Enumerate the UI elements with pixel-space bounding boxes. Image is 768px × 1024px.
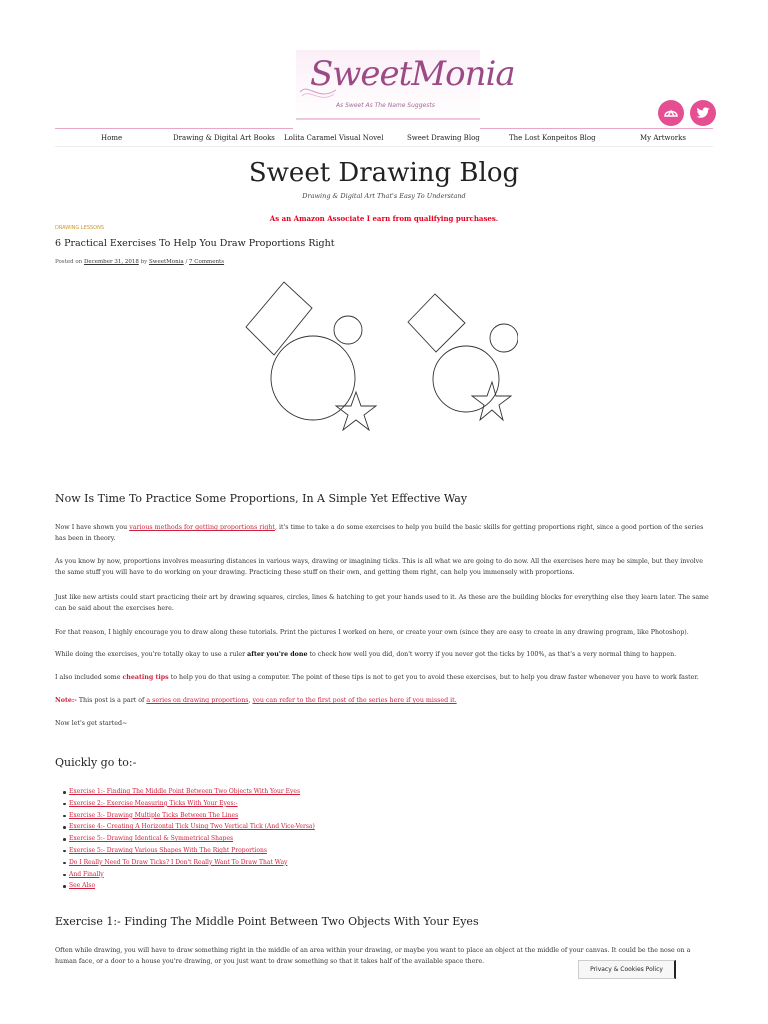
paragraph-intro <box>55 522 713 544</box>
toc-item <box>63 786 315 798</box>
left-small-circle <box>334 316 362 344</box>
left-square <box>246 282 312 355</box>
note-label: Note:- <box>55 697 77 704</box>
amazon-notice: As an Amazon Associate I earn from qualifying purchases. <box>269 214 499 223</box>
p5-text-a: While doing the exercises, you're totally okay to use a ruler <box>55 651 248 658</box>
left-big-circle <box>271 336 355 420</box>
toc-item <box>63 810 315 822</box>
logo-title: SweetMonia <box>310 54 515 94</box>
site-logo[interactable] <box>296 50 515 126</box>
toc-item <box>63 821 315 833</box>
paragraph-get-started: Now let's get started~ <box>55 720 128 727</box>
toc-item <box>63 869 315 881</box>
twitter-icon[interactable] <box>690 100 716 126</box>
right-big-circle <box>433 346 499 412</box>
post-meta <box>55 259 224 265</box>
p5-bold: after you're done <box>247 651 308 658</box>
nav-item-sweet-drawing-blog[interactable]: Sweet Drawing Blog <box>407 134 480 142</box>
deviantart-icon[interactable] <box>658 100 684 126</box>
paragraph-new-artists: Just like new artists could start practicing their art by drawing squares, circles, lines & hatching to get your hands used to it. As these are the building blocks for everything else they learn later. The same can be said about the exercises here. <box>55 594 709 612</box>
toc-item <box>63 833 315 845</box>
post-author-link[interactable]: SweetMonia <box>148 259 184 265</box>
right-small-circle <box>490 324 518 352</box>
meta-posted-on: Posted on <box>55 259 83 265</box>
toc-link-draw-ticks[interactable]: Do I Really Need To Draw Ticks? I Don't Really Want To Draw That Way <box>69 858 288 866</box>
toc-link-exercise-1[interactable]: Exercise 1:- Finding The Middle Point Between Two Objects With Your Eyes <box>69 788 301 795</box>
site-tagline: Drawing & Digital Art That's Easy To Understand <box>302 192 466 200</box>
post-title: 6 Practical Exercises To Help You Draw Proportions Right <box>55 238 335 249</box>
header-divider-right <box>480 128 713 129</box>
right-square <box>408 294 465 352</box>
series-link[interactable]: a series on drawing proportions <box>146 697 249 704</box>
meta-by: by <box>140 259 148 265</box>
paragraph-proportions: As you know by now, proportions involves measuring distances in various ways, drawing or imagining ticks. This is all what we are going to do now. All the exercises here may be simple, but they involve the same stuff you will have to do working on your drawing. Practicing these stuff on their own, and getting them right, can help you immensely with proportions. <box>55 558 703 576</box>
paragraph-note <box>55 695 713 706</box>
toc-link-exercise-4[interactable]: Exercise 4:- Creating A Horizontal Tick Using Two Vertical Tick (And Vice-Versa) <box>69 823 315 831</box>
toc-link-and-finally[interactable]: And Finally <box>69 870 104 878</box>
post-date-link[interactable]: December 31, 2018 <box>83 259 139 265</box>
first-post-link[interactable]: you can refer to the first post of the series here if you missed it. <box>252 697 457 704</box>
proportions-illustration <box>238 280 518 440</box>
nav-item-home[interactable]: Home <box>101 134 123 142</box>
social-links <box>658 100 716 126</box>
toc-item <box>63 798 315 810</box>
toc-link-exercise-5b[interactable]: Exercise 5:- Drawing Various Shapes With The Right Proportions <box>69 846 267 854</box>
table-of-contents <box>63 786 315 892</box>
p5-text-b: to check how well you did, don't worry if you never got the ticks by 100%, as that's a very normal thing to happen. <box>307 651 677 658</box>
toc-link-exercise-2[interactable]: Exercise 2:- Exercise Measuring Ticks With Your Eyes:- <box>69 799 238 807</box>
nav-item-books[interactable]: Drawing & Digital Art Books <box>173 134 275 142</box>
methods-link[interactable]: various methods for getting proportions right <box>129 524 275 531</box>
left-star <box>336 392 376 430</box>
p1-text-b: , it's time to take a do some exercises to help you build the basic skills for getting proportions right, since a good portion of the series has been in theory. <box>55 524 704 542</box>
toc-item <box>63 857 315 869</box>
paragraph-draw-along: For that reason, I highly encourage you to draw along these tutorials. Print the pictures I worked on here, or create your own (since they are easy to create in any drawing program, like Photoshop). <box>55 629 689 636</box>
heading-exercise-1: Exercise 1:- Finding The Middle Point Between Two Objects With Your Eyes <box>55 915 479 928</box>
twitter-bird-icon <box>696 107 710 119</box>
toc-item <box>63 880 315 892</box>
nav-divider <box>55 146 713 147</box>
p7-text-a: This post is a part of <box>76 697 147 704</box>
toc-link-see-also[interactable]: See Also <box>69 882 96 890</box>
cheating-tips-text: cheating tips <box>122 674 169 681</box>
toc-item <box>63 845 315 857</box>
main-nav <box>55 134 713 144</box>
nav-item-my-artworks[interactable]: My Artworks <box>640 134 686 142</box>
p7-separator: , <box>248 697 253 704</box>
p1-text-a: Now I have shown you <box>55 524 130 531</box>
p6-text-b: to help you do that using a computer. The point of these tips is not to get you to avoid these exercises, but to help you draw faster whenever you have to work faster. <box>168 674 699 681</box>
heading-quickly-go-to: Quickly go to:- <box>55 756 137 769</box>
nav-item-konpeitos-blog[interactable]: The Lost Konpeitos Blog <box>509 134 596 142</box>
toc-link-exercise-3[interactable]: Exercise 3:- Drawing Multiple Ticks Between The Lines <box>69 811 239 819</box>
post-comments-link[interactable]: 7 Comments <box>189 259 225 265</box>
paragraph-exercise-1: Often while drawing, you will have to draw something right in the middle of an area within your drawing, or maybe you want to place an object at the middle of your canvas. It could be the nose on a human face, or a door to a house you're drawing, or you just want to draw something so that it takes half of the available space there. <box>55 947 691 965</box>
privacy-cookies-button[interactable]: Privacy & Cookies Policy <box>578 960 676 979</box>
toc-link-exercise-5a[interactable]: Exercise 5:- Drawing Identical & Symmetrical Shapes <box>69 835 234 843</box>
paragraph-cheating-tips <box>55 672 713 683</box>
nav-item-visual-novel[interactable]: Lolita Caramel Visual Novel <box>284 134 384 142</box>
logo-subtitle: As Sweet As The Name Suggests <box>336 102 435 109</box>
post-category[interactable]: DRAWING LESSONS <box>55 225 105 231</box>
deviantart-glyph-icon <box>663 107 679 119</box>
right-star <box>472 382 511 420</box>
p6-text-a: I also included some <box>55 674 123 681</box>
header-divider-left <box>55 128 293 129</box>
meta-separator: / <box>185 259 188 265</box>
paragraph-ruler <box>55 649 713 660</box>
heading-practice: Now Is Time To Practice Some Proportions, In A Simple Yet Effective Way <box>55 492 468 505</box>
site-title[interactable]: Sweet Drawing Blog <box>248 158 520 188</box>
